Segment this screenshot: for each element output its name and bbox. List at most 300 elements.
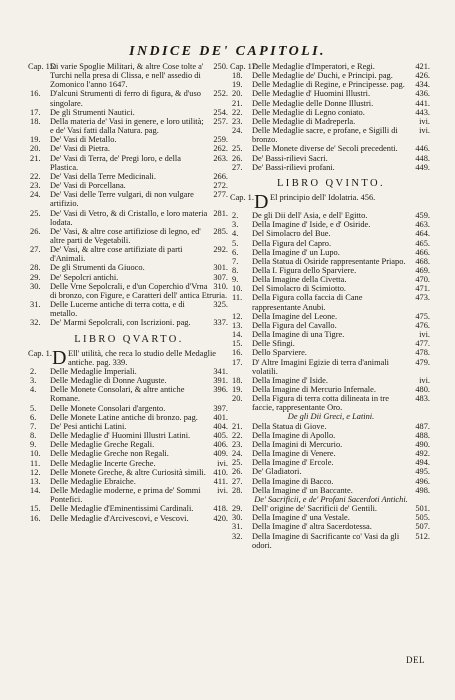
- page-number: 492.: [415, 449, 430, 459]
- chapter-title: 494. Della Imagine d' Ercole.: [252, 458, 430, 468]
- index-entry: [30, 486, 228, 504]
- index-entry: [30, 282, 228, 300]
- chapter-title: 292. De' Vasi, & altre cose artifiziate di parti d'Animali.: [50, 245, 228, 264]
- index-entry: [232, 312, 430, 321]
- chapter-title: ivi. Delle Medaglie sacre, e profane, e Sigilli di bronzo.: [252, 126, 430, 145]
- index-entry: [232, 239, 430, 248]
- page-number: 490.: [415, 439, 430, 449]
- catchword: DEL: [406, 655, 425, 665]
- page-number: 483.: [415, 394, 430, 404]
- chapter-number: Cap. 15.: [28, 62, 57, 71]
- chapter-number: 10.: [232, 284, 243, 294]
- index-entry: [30, 404, 228, 413]
- index-entry: [232, 275, 430, 284]
- index-entry: [30, 477, 228, 486]
- page-number: 341.: [213, 367, 228, 376]
- chapter-title: 480. Della Imagine di Mercurio Infernale.: [252, 385, 430, 394]
- chapter-title: 404. De' Pesi antichi Latini.: [50, 421, 228, 431]
- index-entry: [232, 117, 430, 126]
- page-number: 434.: [415, 80, 430, 90]
- chapter-number: 16.: [30, 513, 41, 523]
- index-entry: [232, 376, 430, 385]
- page-number: 480.: [415, 385, 430, 394]
- index-entry: [232, 62, 430, 71]
- libro-quarto-heading: LIBRO QVARTO.: [74, 333, 184, 345]
- page-number: 476.: [415, 320, 430, 330]
- chapter-title: 406. Delle Medaglie Greche Regali.: [50, 440, 228, 450]
- index-entry: [232, 257, 430, 266]
- index-entry: [232, 358, 430, 376]
- chapter-number: 10.: [30, 449, 41, 459]
- index-entry: [232, 431, 430, 440]
- chapter-number: 28.: [232, 485, 243, 495]
- chapter-number: 12.: [232, 311, 243, 321]
- page-number: 420.: [213, 513, 228, 523]
- page-number: 468.: [415, 256, 430, 266]
- chapter-title: 475. Della Imagine del Leone.: [252, 311, 430, 321]
- chapter-number: 24.: [232, 126, 243, 136]
- index-entry: [232, 449, 430, 458]
- index-entry: [232, 80, 430, 89]
- page-title: INDICE DE' CAPITOLI.: [129, 44, 326, 59]
- chapter-number: 20.: [232, 394, 243, 404]
- index-entry: [232, 71, 430, 80]
- chapter-title: 512. Della Imagine di Sacrificante co' Vasi da gli odori.: [252, 531, 430, 550]
- page-number: 266.: [213, 171, 228, 181]
- page-number: ivi.: [419, 116, 430, 126]
- chapter-title: 487. Della Statua di Giove.: [252, 421, 430, 431]
- page-number: 463.: [415, 220, 430, 230]
- index-entry: [232, 486, 430, 495]
- chapter-title: 496. Della Imagine di Bacco.: [252, 476, 430, 486]
- chapter-number: 9.: [232, 275, 239, 285]
- chapter-number: 23.: [232, 116, 243, 126]
- chapter-title: 252. D'alcuni Strumenti di ferro di figura, & d'uso singolare.: [50, 89, 228, 108]
- index-entry: [232, 522, 430, 531]
- page-number: ivi.: [419, 330, 430, 340]
- chapter-title: 449. De' Bassi-rilievi profani.: [252, 162, 430, 172]
- chapter-number: 19.: [30, 135, 41, 145]
- page-number: 465.: [415, 238, 430, 248]
- chapter-title: 505. Della Imagine d' una Vestale.: [252, 513, 430, 523]
- chapter-title: 436. Delle Medaglie d' Huomini Illustri.: [252, 89, 430, 99]
- page-number: 441.: [415, 98, 430, 108]
- chapter-number: 18.: [232, 71, 243, 81]
- chapter-number: 26.: [232, 153, 243, 163]
- page-number: 281.: [213, 208, 228, 218]
- index-entry: [30, 376, 228, 385]
- index-entry: [30, 459, 228, 468]
- chapter-number: Cap. 17.: [230, 62, 259, 71]
- index-entry: [30, 449, 228, 458]
- page-number: 449.: [415, 162, 430, 172]
- chapter-title: 501. Dell' origine de' Sacrificii de' Gentili.: [252, 504, 430, 514]
- chapter-title: 310. Delle Vrne Sepolcrali, e d'un Coperchio d'Vrna di bronzo, con Figure, e Caratteri dell' antica Etruria.: [50, 281, 228, 300]
- chapter-title: 341. Delle Medaglie Imperiali.: [50, 367, 228, 376]
- index-entry: [232, 284, 430, 293]
- index-entry: [30, 135, 228, 144]
- page-number: 496.: [415, 476, 430, 486]
- page-number: 277.: [213, 190, 228, 200]
- page-number: 456.: [360, 193, 376, 203]
- chapter-title: 391. Delle Medaglie di Donne Auguste.: [50, 376, 228, 386]
- chapter-number: 3.: [30, 376, 37, 386]
- page-number: 448.: [415, 153, 430, 163]
- page-number: 479.: [415, 357, 430, 367]
- page-number: 396.: [213, 385, 228, 395]
- chapter-title: ivi. Delle Medaglie moderne, e prima de' Sommi Pontefici.: [50, 486, 228, 505]
- chapter-title: 441. Delle Medaglie delle Donne Illustri.: [252, 98, 430, 108]
- index-entry: [30, 227, 228, 245]
- chapter-number: 27.: [232, 476, 243, 486]
- page-number: 406.: [213, 440, 228, 450]
- chapter-number: 4.: [232, 229, 239, 239]
- chapter-number: 4.: [30, 385, 37, 395]
- index-entry: [232, 385, 430, 394]
- index-entry: [232, 477, 430, 486]
- chapter-number: 19.: [232, 385, 243, 394]
- chapter-title: 409. Delle Medaglie Greche non Regali.: [50, 449, 228, 459]
- chapter-number: 31.: [30, 300, 41, 310]
- index-entry: [30, 263, 228, 272]
- chapter-number: 15.: [232, 339, 243, 349]
- chapter-number: 5.: [232, 238, 239, 248]
- page-number: 263.: [213, 153, 228, 163]
- page-number: 501.: [415, 504, 430, 514]
- page-number: 259.: [213, 135, 228, 145]
- chapter-title: 285. De' Vasi, & altre cose artifiziose di legno, ed' altre parti de Vegetabili.: [50, 226, 228, 245]
- chapter-number: 14.: [232, 330, 243, 340]
- chapter-number: 26.: [30, 226, 41, 236]
- chapter-number: 31.: [232, 522, 243, 532]
- page-number: 470.: [415, 275, 430, 285]
- chapter-number: 2.: [232, 211, 239, 221]
- chapter-title: 396. Delle Monete Consolari, & altre antiche Romane.: [50, 385, 228, 404]
- chapter-number: 25.: [30, 208, 41, 218]
- chapter-title: 477. Delle Sfingi.: [252, 339, 430, 349]
- chapter-title: 418. Delle Medaglie d'Eminentissimi Cardinali.: [50, 504, 228, 514]
- index-entry: [232, 422, 430, 431]
- page-number: 337.: [213, 318, 228, 328]
- chapter-title: 473. Della Figura colla faccia di Cane rappresentante Anubi.: [252, 293, 430, 312]
- index-entry: [30, 504, 228, 513]
- page-number: 471.: [415, 284, 430, 294]
- chapter-number: 8.: [232, 265, 239, 275]
- chapter-number: 21.: [232, 421, 243, 431]
- index-entry: [30, 89, 228, 107]
- page-number: 495.: [415, 467, 430, 477]
- chapter-title: ivi. Della Imagine di una Tigre.: [252, 330, 430, 340]
- quinto-first-entry: [230, 191, 430, 214]
- page-number: 464.: [415, 229, 430, 239]
- chapter-number: 28.: [30, 263, 41, 273]
- chapter-title: 263. De' Vasi di Terra, de' Pregi loro, e della Plastica.: [50, 153, 228, 172]
- page-number: 301.: [213, 263, 228, 273]
- chapter-title: Ell' utilità, che reca lo studio delle Medaglie antiche. pag. 339.: [68, 348, 217, 367]
- chapter-title: 490. Della Imagini di Mercurio.: [252, 439, 430, 449]
- chapter-title: 325. Delle Lucerne antiche di terra cotta, e di metallo.: [50, 300, 228, 319]
- chapter-number: 22.: [30, 171, 41, 181]
- index-entry: [30, 108, 228, 117]
- chapter-title: 281. De' Vasi di Vetro, & di Cristallo, e loro materia lodata.: [50, 208, 228, 227]
- chapter-number: 9.: [30, 440, 37, 450]
- page-number: ivi.: [419, 375, 430, 385]
- drop-cap: D: [254, 191, 269, 214]
- chapter-title: 420. Delle Medaglie d'Arcivescovi, e Vescovi.: [50, 513, 228, 523]
- right-column: [232, 62, 430, 550]
- chapter-title: ivi. Della Imagine d' Iside.: [252, 375, 430, 385]
- page-number: 410.: [213, 467, 228, 477]
- chapter-title: 411. Delle Medaglie Ebraiche.: [50, 476, 228, 486]
- page-number: 443.: [415, 107, 430, 117]
- libro-quarto-list: [30, 367, 228, 523]
- chapter-title: 495. De' Gladiatori.: [252, 467, 430, 477]
- page-number: 401.: [213, 412, 228, 422]
- chapter-number: 13.: [30, 476, 41, 486]
- chapter-number: 16.: [232, 348, 243, 358]
- chapter-number: 20.: [30, 144, 41, 154]
- chapter-title: 301. De gli Strumenti da Giuoco.: [50, 263, 228, 273]
- index-entry: [30, 385, 228, 403]
- index-entry: [232, 163, 430, 172]
- chapter-number: 20.: [232, 89, 243, 99]
- chapter-number: Cap. 1.: [230, 193, 254, 203]
- index-entry: [232, 154, 430, 163]
- page-number: 421.: [415, 62, 430, 71]
- page-number: 262.: [213, 144, 228, 154]
- page-number: 325.: [213, 300, 228, 310]
- page-number: ivi.: [217, 486, 228, 496]
- chapter-title: 405. Delle Medaglie d' Huomini Illustri Latini.: [50, 431, 228, 441]
- chapter-title: 262. De' Vasi di Pietra.: [50, 144, 228, 154]
- index-entry: [232, 504, 430, 513]
- index-entry: [232, 108, 430, 117]
- chapter-title: 401. Delle Monete Latine antiche di bronzo. pag.: [50, 412, 228, 422]
- page-number: 426.: [415, 71, 430, 81]
- left-column: [30, 62, 228, 523]
- chapter-title: 272. De' Vasi di Porcellana.: [50, 181, 228, 191]
- chapter-title: 421. Delle Medaglie d'Imperatori, e Regi.: [252, 62, 430, 71]
- chapter-title: 443. Delle Medaglie di Legno coniato.: [252, 107, 430, 117]
- subheading-sacrifici: De' Sacrificii, e de' Profani Sacerdoti Antichi.: [254, 494, 408, 504]
- index-entry: [232, 513, 430, 522]
- chapter-title: 266. De' Vasi della Terre Medicinali.: [50, 171, 228, 181]
- sacrifici-list: [232, 504, 430, 550]
- chapter-number: 11.: [232, 293, 243, 303]
- chapter-number: 22.: [232, 107, 243, 117]
- chapter-title: 257. Della materia de' Vasi in genere, e loro utilità; e de' Vasi fatti dalla Natura. pag.: [50, 116, 228, 136]
- libro-quinto-list: [232, 211, 430, 412]
- page-number: 512.: [415, 531, 430, 541]
- index-entry: [232, 440, 430, 449]
- chapter-title: 492. Della Imagine di Venere.: [252, 449, 430, 459]
- index-entry: [232, 248, 430, 257]
- index-entry: [30, 440, 228, 449]
- index-entry: [30, 172, 228, 181]
- chapter-number: 27.: [30, 245, 41, 255]
- chapter-number: 6.: [30, 412, 37, 422]
- chapter-number: 3.: [232, 220, 239, 230]
- page-number: 307.: [213, 272, 228, 282]
- chapter-title: 468. Della Statua di Osiride rappresentante Priapo.: [252, 256, 430, 266]
- chapter-title: 337. De' Marmi Sepolcrali, con Iscrizioni. pag.: [50, 318, 228, 328]
- chapter-title: 470. Della Imagine della Civetta.: [252, 275, 430, 285]
- page-number: 494.: [415, 458, 430, 468]
- chapter-number: 30.: [30, 281, 41, 291]
- index-entry: [232, 330, 430, 339]
- page-number: 292.: [213, 245, 228, 255]
- index-entry: [232, 321, 430, 330]
- page-number: 405.: [213, 431, 228, 441]
- index-entry: [232, 339, 430, 348]
- chapter-number: 29.: [30, 272, 41, 282]
- index-entry: [30, 62, 228, 89]
- page-number: 272.: [213, 181, 228, 191]
- page-number: 475.: [415, 311, 430, 321]
- index-entry: [30, 117, 228, 135]
- page-number: 488.: [415, 430, 430, 440]
- chapter-title: 479. D' Altre Imagini Egizie di terra d'animali volatili.: [252, 357, 430, 376]
- chapter-number: 6.: [232, 247, 239, 257]
- index-entry: [30, 468, 228, 477]
- chapter-title: 498. Della Imagine d' un Baccante.: [252, 485, 430, 495]
- chapter-number: 30.: [232, 513, 243, 523]
- index-entry: [30, 245, 228, 263]
- quarto-first-entry: [28, 346, 228, 369]
- page-number: ivi.: [419, 126, 430, 136]
- index-entry: [232, 532, 430, 550]
- chapter-title: 463. Della Imagine d' Iside, e d' Osiride.: [252, 220, 430, 230]
- libro-quarto-continued-list: [232, 62, 430, 172]
- chapter-title: 465. Della Figura del Capro.: [252, 238, 430, 248]
- subheading-greci: De gli Dii Greci, e Latini.: [287, 412, 375, 422]
- chapter-title: 471. Del Simolacro di Scimiotto.: [252, 284, 430, 294]
- chapter-number: 25.: [232, 144, 243, 154]
- page-number: 459.: [415, 211, 430, 221]
- index-entry: [232, 394, 430, 412]
- index-entry: [232, 89, 430, 98]
- index-entry: [232, 467, 430, 476]
- page-number: 478.: [415, 348, 430, 358]
- chapter-title: 446. Delle Monete diverse de' Secoli precedenti.: [252, 144, 430, 154]
- chapter-number: 11.: [30, 458, 41, 468]
- chapter-number: 32.: [232, 531, 243, 541]
- page-number: 252.: [213, 89, 228, 99]
- chapter-title: 483. Della Figura di terra cotta dilineata in tre faccie, rappresentante Oro.: [252, 394, 430, 413]
- chapter-title: 277. De' Vasi delle Terre vulgari, di non vulgare artifizio.: [50, 190, 228, 209]
- chapter-title: 254. De gli Strumenti Nautici.: [50, 107, 228, 117]
- chapter-title: 259. De' Vasi di Metallo.: [50, 135, 228, 145]
- page-number: 477.: [415, 339, 430, 349]
- chapter-number: 17.: [232, 357, 243, 367]
- index-entry: [232, 458, 430, 467]
- index-entry: [30, 181, 228, 190]
- chapter-number: 7.: [232, 256, 239, 266]
- chapter-number: Cap. 1.: [28, 348, 52, 358]
- chapter-title: 410. Delle Monete Greche, & altre Curiosità simili.: [50, 467, 228, 477]
- chapter-number: 7.: [30, 421, 37, 431]
- chapter-title: 469. Della I. Figura dello Sparviere.: [252, 265, 430, 275]
- chapter-number: 23.: [232, 439, 243, 449]
- index-entry: [232, 293, 430, 311]
- page-number: 404.: [213, 421, 228, 431]
- page-number: 469.: [415, 265, 430, 275]
- index-entry: [30, 190, 228, 208]
- chapter-title: El principio dell' Idolatria. 456.: [270, 193, 376, 203]
- page-number: 436.: [415, 89, 430, 99]
- chapter-title: 307. De' Sepolcri antichi.: [50, 272, 228, 282]
- chapter-number: 12.: [30, 467, 41, 477]
- chapter-title: 466. Della Imagine d' un Lupo.: [252, 247, 430, 257]
- page-number: 411.: [213, 476, 228, 486]
- chapter-title: ivi. Delle Medaglie di Madreperla.: [252, 116, 430, 126]
- page-number: 257.: [213, 116, 228, 126]
- chapter-number: 27.: [232, 162, 243, 172]
- chapter-title: 507. Della Imagine d' altra Sacerdotessa.: [252, 522, 430, 532]
- chapter-title: 434. Delle Medaglie di Regine, e Principesse. pag.: [252, 80, 430, 90]
- chapter-number: 17.: [30, 107, 41, 117]
- page-number: 498.: [415, 485, 430, 495]
- chapter-title: 397. Delle Monete Consolari d'argento.: [50, 403, 228, 413]
- chapter-number: 18.: [30, 116, 41, 126]
- chapter-number: 19.: [232, 80, 243, 90]
- index-entry: [232, 229, 430, 238]
- index-entry: [30, 422, 228, 431]
- chapter-number: 2.: [30, 367, 37, 376]
- page-number: 487.: [415, 421, 430, 431]
- chapter-number: 23.: [30, 181, 41, 191]
- page-number: ivi.: [217, 458, 228, 468]
- index-entry: [30, 431, 228, 440]
- chapter-number: 25.: [232, 458, 243, 468]
- drop-cap: D: [52, 346, 67, 369]
- chapter-number: 8.: [30, 431, 37, 441]
- index-entry: [30, 300, 228, 318]
- chapter-title: 488. Della Imagine di Apollo.: [252, 430, 430, 440]
- index-entry: [30, 318, 228, 327]
- page-number: 446.: [415, 144, 430, 154]
- index-entry: [30, 209, 228, 227]
- chapter-number: 18.: [232, 375, 243, 385]
- libro-quinto-heading: LIBRO QVINTO.: [276, 177, 385, 189]
- chapter-number: 29.: [232, 504, 243, 514]
- chapter-title: 464. Del Simolacro del Bue.: [252, 229, 430, 239]
- chapter-number: 14.: [30, 486, 41, 496]
- index-entry: [30, 514, 228, 523]
- page-number: 250.: [213, 62, 228, 71]
- chapter-number: 21.: [30, 153, 41, 163]
- index-entry: [30, 144, 228, 153]
- chapter-number: 32.: [30, 318, 41, 328]
- chapter-title: ivi. Delle Medaglie Incerte Greche.: [50, 458, 228, 468]
- chapter-title: 426. Delle Medaglie de' Duchi, e Principi. pag.: [252, 71, 430, 81]
- page-number: 285.: [213, 226, 228, 236]
- page-number: 409.: [213, 449, 228, 459]
- page-number: 310.: [213, 281, 228, 291]
- index-entry: [232, 348, 430, 357]
- chapter-number: 22.: [232, 430, 243, 440]
- chapter-number: 26.: [232, 467, 243, 477]
- chapter-number: 21.: [232, 98, 243, 108]
- index-entry: [232, 266, 430, 275]
- chapter-number: 5.: [30, 403, 37, 413]
- page-number: 418.: [213, 504, 228, 514]
- page-number: 339.: [112, 357, 128, 367]
- index-entry: [232, 99, 430, 108]
- page-number: 391.: [213, 376, 228, 386]
- index-entry: [232, 126, 430, 144]
- index-entry: [30, 273, 228, 282]
